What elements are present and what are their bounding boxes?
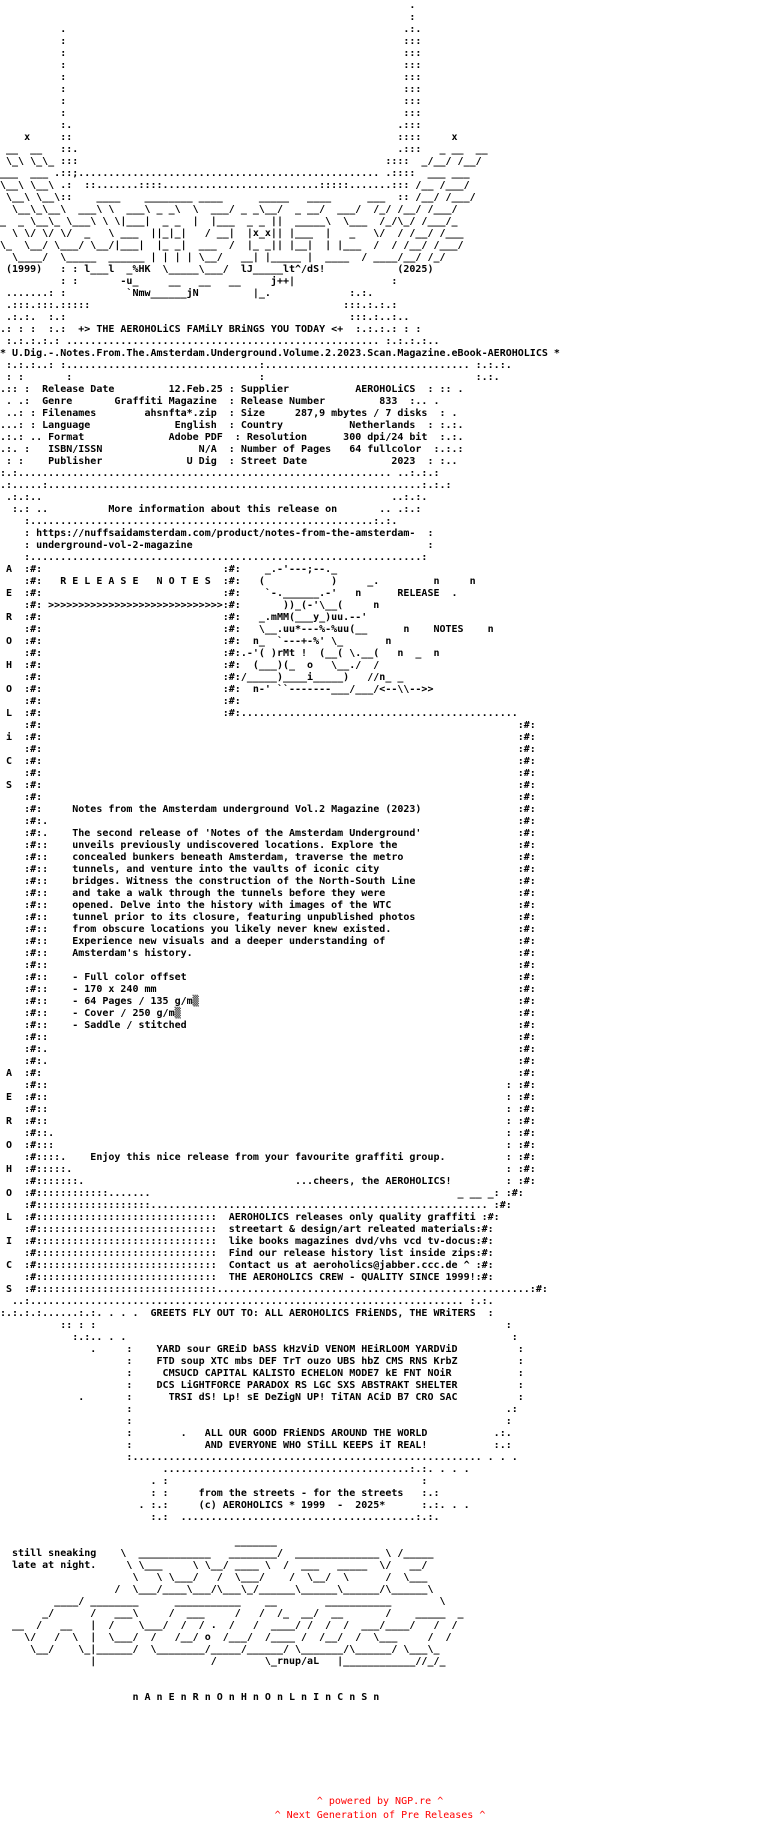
next-generation-credit: ^ Next Generation of Pre Releases ^ xyxy=(274,1810,486,1821)
nfo-ascii-art-text: . : . .:. : ::: : ::: : ::: : ::: : ::: : ::: : ::: :. .::: x :: :::: x __ __ ::. .::: _ __ __ \_\ \_\_ ::: :::: _/__/ /__/ ___ ___ .::;.................................................. .:::: ___ ___ \__\ \__\ .: ::.......::::..........................:::::.......::: /__ /___/ \__\ \__\:: ____ ________ ____ _____ ____ ___ :: /__/ /___/ \__\_\__\ ___\ \ ___\ _ _\ \ ___/ _ _\__/ _ __/ ___/ /_/ /__/ /___/ _ _ \__\_ \___\ \ \|___| _ _ | |___ _ _ || _____\ \___ /_/\_/ /___/_ \ \/ \/ \/ _ \ ___ ||_|_| / __| |x_x|| |___ | _ \/ / /__/ /___ \_ \__/ \___/ \__/|___| |_ _| ___ / |_ _|| |__| | |___ / / /__/ /___/ \____/ \_____ ______ | | | | \__/ __| |_____ | ____ / ____/__/ /_/ (1999) : : l___l _%HK \_____\___/ lJ_____lt^/dS! (2025) : : -u_ __ __ __ j++| : .......: : `Nmw______jN |_. :.:. .:::.:::.::::: :::.:.:.: .:.:. :.: :::.:..:.. .: : : :.: +> THE AEROHOLiCS FAMiLY BRiNGS YOU TODAY <+ :.:.:.: : : :.:.:.:.: .................................................... :.:.:.:.. * U.Dig.-.Notes.From.The.Amsterdam.Underground.Volume.2.2023.Scan.Magazine.eBook-AEROHOLICS * :.:.:..: :................................:.................................. :.:.:. : : : : :.:. .:: : Release Date 12.Feb.25 : Supplier AEROHOLiCS : :: . . .: Genre Graffiti Magazine : Release Number 833 :.. . ..: : Filenames ahsnfta*.zip : Size 287,9 mbytes / 7 disks : . ...: : Language English : Country Netherlands : :.:. .:.: .. Format Adobe PDF : Resolution 300 dpi/24 bit :.:. .:. : ISBN/ISSN N/A : Number of Pages 64 fullcolor :.:.: : : Publisher U Dig : Street Date 2023 : :.. :.:.............................................................. ..:.:.: .:.....:..............................................................:.:.: .:.:.. ..:.:. :.: .. More information about this release on .. .:.: :.........................................................:.:. : https://nuffsaidamsterdam.com/product/notes-from-the-amsterdam- : : underground-vol-2-magazine : :.................................................................: A :#: :#: _.-'---;--._ :#: R E L E A S E N O T E S :#: ( ) _. n n E :#: :#: `-.______.-' n RELEASE . :#: >>>>>>>>>>>>>>>>>>>>>>>>>>>>>:#: ))_(-'\__( n R :#: :#: _.mMM(___y_)uu.--' :#: :#: \__.uu*---%-%uu(__ n NOTES n O :#: :#: n_ `---+-%' \_ n :#: :#:.-'( )rMt ! (__( \.__( n _ n H :#: :#: (___)(_ o \__./ / :#: :#:/_____)____i_____) //n_ _ O :#: :#: n-' ``-------___/___/<--\\-->> :#: :#: L :#: :#:.............................................. :#: :#: i :#: :#: :#: :#: C :#: :#: :#: :#: S :#: :#: :#: :#: :#: Notes from the Amsterdam underground Vol.2 Magazine (2023) :#: :#:. :#: :#:. The second release of 'Notes of the Amsterdam Underground' :#: :#:: unveils previously undiscovered locations. Explore the :#: :#:: concealed bunkers beneath Amsterdam, traverse the metro :#: :#:: tunnels, and venture into the vaults of iconic city :#: :#:: bridges. Witness the construction of the North-South Line :#: :#:: and take a walk through the tunnels before they were :#: :#:: opened. Delve into the history with images of the WTC :#: :#:: tunnel prior to its closure, featuring unpublished photos :#: :#:: from obscure locations you likely never knew existed. :#: :#:: Experience new visuals and a deeper understanding of :#: :#:: Amsterdam's history. :#: :#:: :#: :#:: - Full color offset :#: :#:: - 170 x 240 mm :#: :#:: - 64 Pages / 135 g/m▒ :#: :#:: - Cover / 250 g/m▒ :#: :#:: - Saddle / stitched :#: :#:: :#: :#:. :#: :#:. :#: A :#: :#: :#:: : :#: E :#:: : :#: :#:: : :#: R :#:: : :#: :#::. : :#: O :#::: : :#: :#::::. Enjoy this nice release from your favourite graffiti group. : :#: H :#:::::. : :#: :#:::::::. ...cheers, the AEROHOLICS! : :#: O :#::::::::::::....... _ __ _: :#: :#:::::::::::::::::::........................................................ :#: L :#:::::::::::::::::::::::::::::: AEROHOLICS releases only quality graffiti :#: :#:::::::::::::::::::::::::::::: streetart & design/art releated materials:#: I :#:::::::::::::::::::::::::::::: like books magazines dvd/vhs vcd tv-docus:#: :#:::::::::::::::::::::::::::::: Find our release history list inside zips:#: C :#:::::::::::::::::::::::::::::: Contact us at aeroholics@jabber.ccc.de ^ :#: :#:::::::::::::::::::::::::::::: THE AEROHOLICS CREW - QUALITY SINCE 1999!:#: S :#::::::::::::::::::::::::::::::....................................................:#: ..:........................................................................ :.:. :.:.:.:......:.:. . . . GREETS FLY OUT TO: ALL AEROHOLICS FRiENDS, THE WRiTERS : :: : : : :.:.. . . : . : YARD sour GREiD bASS kHzViD VENOM HEiRLOOM YARDViD : : FTD soup XTC mbs DEF TrT ouzo UBS hbZ CMS RNS KrbZ : : CMSUCD CAPITAL KALISTO ECHELON MODE7 kE FNT NOiR : : DCS LiGHTFORCE PARADOX RS LGC SXS ABSTRAKT SHELTER : . : TRSI dS! Lp! sE DeZigN UP! TiTAN ACiD B7 CRO SAC : : .: : : : . ALL OUR GOOD FRiENDS AROUND THE WORLD .:. : AND EVERYONE WHO STiLL KEEPS iT REAL! :.: :.......................................................... . . . .........................................:.:. . . . . : : : : from the streets - for the streets :.: . :.: (c) AEROHOLICS * 1999 - 2025* :.:. . . :.: .......................................:.:. _______ still sneaking \ ____________ ________/ ______________ \ /_____ late at night. \ \___ \ \__/ ____ \ / ___ _____ \/ __/ \ \ \___/ / \___/ / \__/ \ / \___ / \___/____\___/\___\_/______\______\______/\______\ ____/ ________ ___________ __ ___________ \ _/ / ___\ / ___ / / /_ __/ __ / _____ _ __ / __ | / \___/ / / . / / ____/ / / / ___/____/ / / \/ / \ | \___/ / /__/ o /___/ /____ / /__/ / \___ / / \__/ \_|______/ \________/_____/______/ \_______/\______/ \___\_ | / \_rnup/aL |____________//_/_ n A n E n R n O n H n O n L n I n C n S n xyxy=(0,0,560,1703)
powered-by-credit: ^ powered by NGP.re ^ xyxy=(316,1796,444,1807)
